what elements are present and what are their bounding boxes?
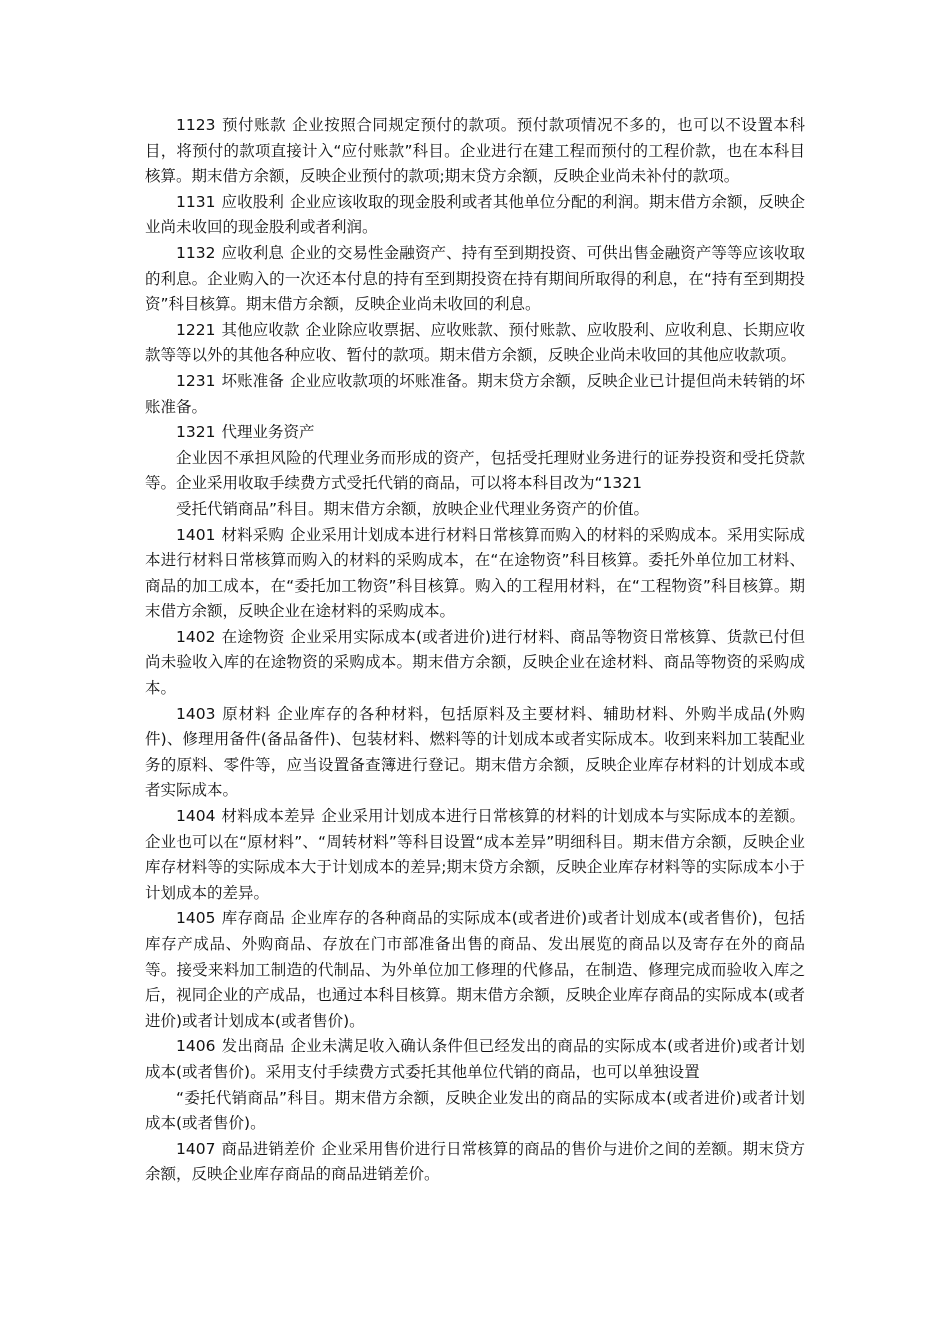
account-paragraph-1404	[145, 804, 805, 906]
account-term: 坏账准备	[221, 371, 284, 390]
account-code: 1406	[176, 1037, 216, 1056]
account-term: 应收利息	[221, 243, 284, 262]
account-term: 材料成本差异	[221, 807, 316, 826]
account-code: 1407	[176, 1139, 216, 1158]
account-paragraph-1406-continued	[145, 1086, 805, 1137]
account-description: 企业采用实际成本(或者进价)进行材料、商品等物资日常核算、货款已付但尚未验收入库的在途物资的采购成本。期末借方余额，反映企业在途材料、商品等物资的采购成本。	[145, 627, 805, 698]
account-description: 企业因不承担风险的代理业务而形成的资产，包括受托理财业务进行的证券投资和受托贷款等。企业采用收取手续费方式受托代销的商品，可以将本科目改为“1321	[145, 448, 805, 493]
account-paragraph-1321-body	[145, 446, 805, 497]
account-code: 1403	[176, 704, 216, 723]
account-term: 原材料	[221, 704, 272, 723]
account-paragraph-1321-continued	[145, 497, 805, 523]
account-paragraph-1402	[145, 625, 805, 702]
account-description: 企业除应收票据、应收账款、预付账款、应收股利、应收利息、长期应收款等等以外的其他各种应收、暂付的款项。期末借方余额，反映企业尚未收回的其他应收款项。	[145, 320, 805, 365]
account-description: 企业采用售价进行日常核算的商品的售价与进价之间的差额。期末贷方余额，反映企业库存商品的商品进销差价。	[145, 1139, 805, 1184]
account-code: 1221	[176, 320, 216, 339]
account-code: 1132	[176, 243, 216, 262]
account-term: 在途物资	[221, 627, 285, 646]
account-description: 受托代销商品”科目。期末借方余额，放映企业代理业务资产的价值。	[176, 499, 650, 518]
account-paragraph-1403	[145, 702, 805, 804]
account-term: 库存商品	[221, 909, 285, 928]
account-term: 商品进销差价	[221, 1139, 316, 1158]
account-paragraph-1321	[145, 420, 805, 446]
account-description: 企业库存的各种商品的实际成本(或者进价)或者计划成本(或者售价)，包括库存产成品、外购商品、存放在门市部准备出售的商品、发出展览的商品以及寄存在外的商品等。接受来料加工制造的代制品、为外单位加工修理的代修品，在制造、修理完成而验收入库之后，视同企业的产成品，也通过本科目核算。期末借方余额，反映企业库存商品的实际成本(或者进价)或者计划成本(或者售价)。	[145, 909, 805, 1030]
account-description: “委托代销商品”科目。期末借方余额，反映企业发出的商品的实际成本(或者进价)或者计划成本(或者售价)。	[145, 1088, 805, 1133]
account-paragraph-1123	[145, 113, 805, 190]
account-code: 1404	[176, 807, 216, 826]
account-code: 1405	[176, 909, 216, 928]
account-term: 应收股利	[221, 192, 284, 211]
account-description: 企业按照合同规定预付的款项。预付款项情况不多的，也可以不设置本科目，将预付的款项直接计入“应付账款”科目。企业进行在建工程而预付的工程价款，也在本科目核算。期末借方余额，反映企业预付的款项;期末贷方余额，反映企业尚未补付的款项。	[145, 116, 805, 186]
account-paragraph-1401	[145, 523, 805, 625]
account-code: 1321	[176, 423, 216, 442]
account-term: 其他应收款	[221, 320, 300, 339]
account-paragraph-1131	[145, 190, 805, 241]
account-description: 企业应收款项的坏账准备。期末贷方余额，反映企业已计提但尚未转销的坏账准备。	[145, 371, 805, 416]
account-term: 发出商品	[221, 1037, 285, 1056]
account-description: 企业库存的各种材料，包括原料及主要材料、辅助材料、外购半成品(外购件)、修理用备件(备品备件)、包装材料、燃料等的计划成本或者实际成本。收到来料加工装配业务的原料、零件等，应当设置备查簿进行登记。期末借方余额，反映企业库存材料的计划成本或者实际成本。	[145, 704, 805, 800]
account-description: 企业应该收取的现金股利或者其他单位分配的利润。期末借方余额，反映企业尚未收回的现金股利或者利润。	[145, 192, 805, 237]
account-description: 企业的交易性金融资产、持有至到期投资、可供出售金融资产等等应该收取的利息。企业购入的一次还本付息的持有至到期投资在持有期间所取得的利息，在“持有至到期投资”科目核算。期末借方余额，反映企业尚未收回的利息。	[145, 243, 805, 314]
account-paragraph-1132	[145, 241, 805, 318]
account-code: 1231	[176, 371, 216, 390]
document-page	[145, 113, 805, 1188]
account-paragraph-1405	[145, 906, 805, 1034]
account-term: 材料采购	[221, 525, 284, 544]
account-term: 代理业务资产	[221, 423, 315, 442]
account-term: 预付账款	[221, 116, 287, 134]
account-paragraph-1221	[145, 318, 805, 369]
account-code: 1402	[176, 627, 216, 646]
account-code: 1131	[176, 192, 216, 211]
account-code: 1401	[176, 525, 216, 544]
account-paragraph-1231	[145, 369, 805, 420]
account-description: 企业采用计划成本进行材料日常核算而购入的材料的采购成本。采用实际成本进行材料日常核算而购入的材料的采购成本，在“在途物资”科目核算。委托外单位加工材料、商品的加工成本，在“委托加工物资”科目核算。购入的工程用材料，在“工程物资”科目核算。期末借方余额，反映企业在途材料的采购成本。	[145, 525, 805, 621]
account-description: 企业采用计划成本进行日常核算的材料的计划成本与实际成本的差额。企业也可以在“原材料”、“周转材料”等科目设置“成本差异”明细科目。期末借方余额，反映企业库存材料等的实际成本大于计划成本的差异;期末贷方余额，反映企业库存材料等的实际成本小于计划成本的差异。	[145, 807, 805, 902]
account-code: 1123	[176, 116, 216, 134]
account-description: 企业未满足收入确认条件但已经发出的商品的实际成本(或者进价)或者计划成本(或者售价)。采用支付手续费方式委托其他单位代销的商品，也可以单独设置	[145, 1037, 805, 1081]
account-paragraph-1406	[145, 1034, 805, 1085]
account-paragraph-1407	[145, 1137, 805, 1188]
